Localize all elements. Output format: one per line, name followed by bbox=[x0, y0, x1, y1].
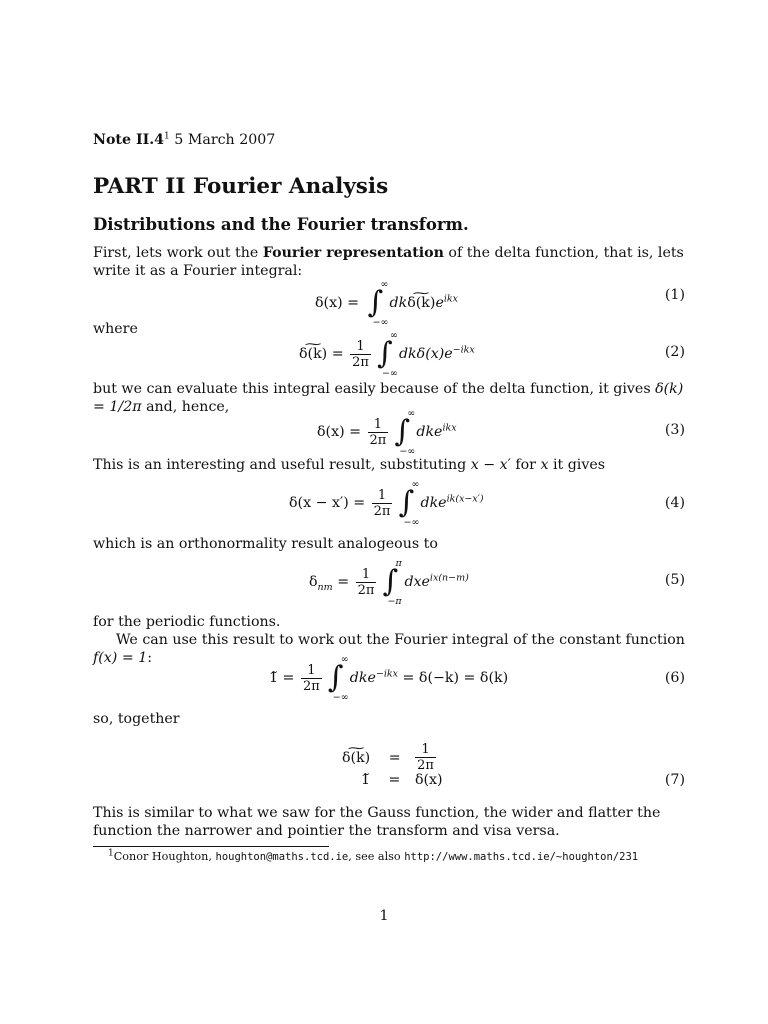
equation-7 bbox=[93, 738, 685, 794]
p3-text-b: and, hence, bbox=[141, 399, 230, 415]
equation-number: (3) bbox=[664, 422, 685, 438]
eq2-exp: −ikx bbox=[452, 344, 475, 356]
equation-5 bbox=[93, 558, 685, 607]
eq7-row1-equals: = bbox=[388, 749, 401, 766]
eq5-exp: ix(n−m) bbox=[429, 572, 469, 584]
p7-text-a: We can use this result to work out the Fourier integral of the constant function bbox=[116, 632, 685, 648]
note-label: Note II.4 bbox=[93, 132, 165, 148]
paragraph-9: This is similar to what we saw for the Gauss function, the wider and flatter the function the narrower and pointier the transform and visa versa. bbox=[93, 805, 661, 839]
fraction: $\frac{1}{2\pi}$ bbox=[357, 566, 375, 598]
fraction: $\frac{1}{2\pi}$ bbox=[369, 416, 387, 448]
eq2-integrand: dkδ(x)e bbox=[398, 346, 453, 362]
section-title: Distributions and the Fourier transform. bbox=[93, 215, 469, 234]
equation-number: (4) bbox=[664, 495, 685, 511]
footnote-text: , see also bbox=[348, 850, 405, 863]
footnote-mark: 1 bbox=[108, 848, 114, 859]
p4-text-a: This is an interesting and useful result, substituting bbox=[93, 457, 471, 473]
footnote-author: Conor Houghton, bbox=[113, 850, 216, 863]
eq5-subscript: nm bbox=[317, 581, 333, 593]
paragraph-4 bbox=[93, 456, 685, 474]
footnote-email-link[interactable]: houghton@maths.tcd.ie bbox=[215, 851, 349, 863]
integral-sign: ∫ π −π bbox=[382, 558, 402, 607]
equation-4 bbox=[93, 479, 685, 528]
paragraph-8: so, together bbox=[93, 711, 180, 727]
integral-sign: ∫ ∞ −∞ bbox=[376, 330, 398, 379]
p4-math-2: x bbox=[540, 457, 549, 473]
equation-6 bbox=[93, 654, 685, 703]
p7-text-b: : bbox=[147, 650, 153, 666]
eq1-integrand-b: e bbox=[435, 295, 444, 311]
equation-number: (1) bbox=[664, 287, 685, 303]
footnote bbox=[108, 850, 638, 863]
eq7-row1-lhs: ∼ δ(k) bbox=[342, 750, 370, 766]
paragraph-6: for the periodic functions. bbox=[93, 614, 281, 630]
footnote-mark: 1 bbox=[164, 131, 170, 142]
page-title: PART II Fourier Analysis bbox=[93, 174, 389, 199]
eq4-exp: ik(x−x′) bbox=[446, 493, 484, 505]
integral-sign: ∫ ∞ −∞ bbox=[394, 408, 416, 457]
eq3-lhs: δ(x) = bbox=[317, 424, 362, 440]
note-header bbox=[93, 132, 275, 148]
p7-math: f(x) = 1 bbox=[93, 650, 148, 666]
integral-sign: ∫ ∞ −∞ bbox=[327, 654, 349, 703]
note-date: 5 March 2007 bbox=[174, 132, 276, 148]
p1-text-a: First, lets work out the bbox=[93, 245, 263, 261]
eq2-lhs: ∼ δ(k) bbox=[299, 346, 327, 362]
eq4-integrand: dke bbox=[420, 495, 447, 511]
paragraph-1 bbox=[93, 244, 685, 280]
p4-text-c: it gives bbox=[548, 457, 606, 473]
fraction: $\frac{1}{2\pi}$ bbox=[417, 742, 434, 773]
fraction: $\frac{1}{2\pi}$ bbox=[302, 662, 320, 694]
p1-bold: Fourier representation bbox=[262, 245, 444, 261]
equation-3 bbox=[93, 408, 685, 457]
eq7-row2-lhs: 1̃ bbox=[361, 772, 371, 788]
eq6-integrand: dke bbox=[349, 670, 376, 686]
paragraph-2: where bbox=[93, 321, 138, 337]
equation-number: (5) bbox=[664, 572, 685, 588]
eq3-exp: ikx bbox=[442, 422, 457, 434]
p3-text-a: but we can evaluate this integral easily because of the delta function, it gives bbox=[93, 381, 656, 397]
p1-text-b: of the delta function, that is, lets write it as a Fourier integral: bbox=[93, 245, 684, 279]
eq1-lhs: δ(x) = bbox=[315, 295, 360, 311]
equation-number: (2) bbox=[664, 344, 685, 360]
paragraph-5: which is an orthonormality result analogeous to bbox=[93, 536, 438, 552]
eq2-equals: = bbox=[331, 346, 344, 362]
eq6-exp: −ikx bbox=[375, 668, 398, 680]
fraction: $\frac{1}{2\pi}$ bbox=[373, 487, 391, 519]
eq5-equals: = bbox=[337, 574, 350, 590]
eq6-lhs: 1̃ = bbox=[269, 670, 295, 686]
eq1-tilde: ∼ δ(k) bbox=[407, 295, 435, 311]
eq1-integrand-a: dk bbox=[389, 295, 408, 311]
integral-sign: ∫ ∞ −∞ bbox=[367, 279, 389, 328]
p4-math-1: x − x′ bbox=[470, 457, 511, 473]
footnote-url-link[interactable]: http://www.maths.tcd.ie/~houghton/231 bbox=[404, 851, 639, 863]
footnote-rule bbox=[93, 846, 329, 847]
fraction: $\frac{1}{2\pi}$ bbox=[352, 338, 369, 370]
page-number: 1 bbox=[379, 908, 389, 924]
integral-sign: ∫ ∞ −∞ bbox=[398, 479, 420, 528]
eq5-integrand: dxe bbox=[404, 574, 430, 590]
eq1-exp: ikx bbox=[443, 293, 458, 305]
equation-number: (7) bbox=[664, 772, 685, 788]
eq5-lhs: δ bbox=[309, 574, 318, 590]
paragraph-3 bbox=[93, 380, 685, 416]
p4-text-b: for bbox=[510, 457, 541, 473]
eq4-lhs: δ(x − x′) = bbox=[289, 495, 366, 511]
eq7-row2-equals: = bbox=[388, 772, 401, 788]
p3-math: δ(k) = 1/2π bbox=[93, 381, 684, 415]
eq3-integrand: dke bbox=[416, 424, 443, 440]
equation-2 bbox=[93, 330, 685, 379]
equation-1 bbox=[93, 277, 685, 328]
eq7-row2-rhs: δ(x) bbox=[414, 772, 443, 788]
equation-number: (6) bbox=[664, 670, 685, 686]
eq6-rhs: = δ(−k) = δ(k) bbox=[402, 670, 509, 686]
